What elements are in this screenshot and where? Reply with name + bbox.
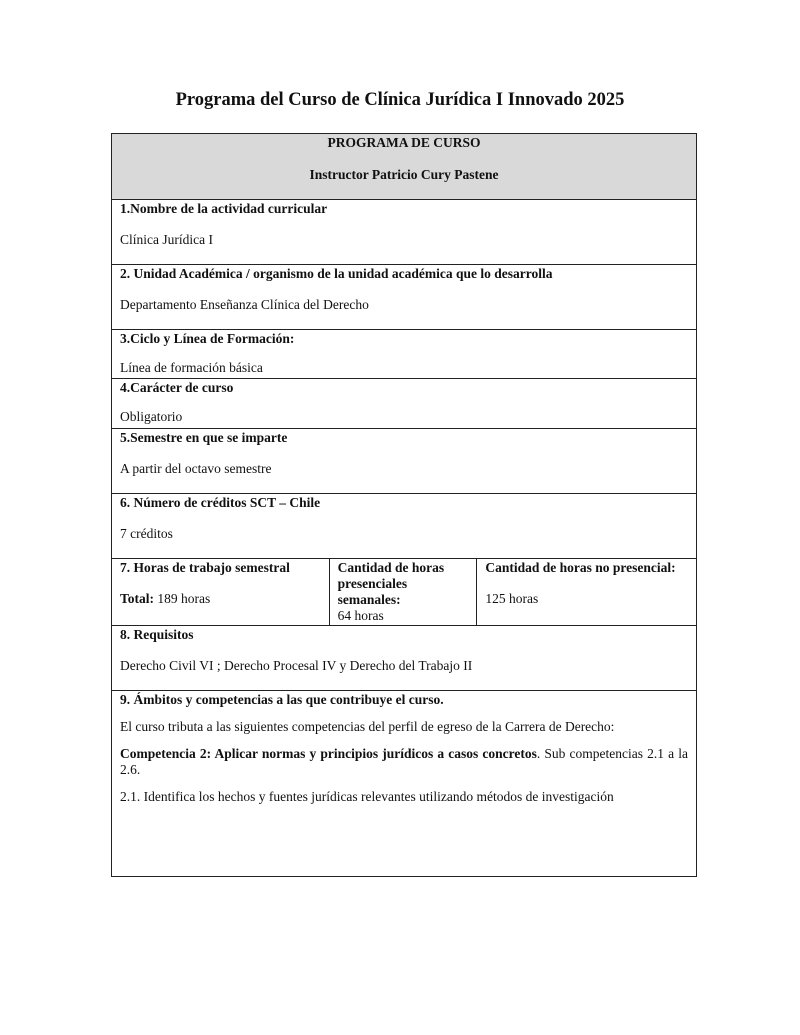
hours-presencial-value: 64 horas — [337, 608, 384, 623]
hours-total-line — [120, 576, 321, 607]
section-1-label: 1.Nombre de la actividad curricular — [120, 201, 328, 216]
section-5-label: 5.Semestre en que se imparte — [120, 430, 288, 445]
competencia-2-rest: . Sub competencias 2.1 a la 2.6. — [120, 746, 688, 777]
section-6 — [112, 494, 697, 559]
section-8-label: 8. Requisitos — [120, 627, 194, 642]
section-2-label: 2. Unidad Académica / organismo de la unidad académica que lo desarrolla — [120, 266, 553, 281]
table-header — [112, 134, 697, 200]
section-9-label: 9. Ámbitos y competencias a las que contribuye el curso. — [120, 692, 444, 707]
hours-total-cell — [112, 559, 330, 626]
document-title: Programa del Curso de Clínica Jurídica I Innovado 2025 — [175, 90, 625, 110]
hours-no-presencial-label: Cantidad de horas no presencial: — [485, 560, 676, 575]
section-2 — [112, 265, 697, 330]
section-9-item-2-1: 2.1. Identifica los hechos y fuentes jurídicas relevantes utilizando métodos de investigación — [120, 789, 614, 804]
hours-total-label: 7. Horas de trabajo semestral — [120, 560, 290, 575]
section-9 — [112, 691, 697, 877]
section-9-competencia-2 — [120, 746, 688, 778]
hours-total-prefix: Total: — [120, 591, 155, 606]
course-program-table — [111, 133, 697, 877]
hours-presencial-cell — [329, 559, 477, 626]
section-3-label: 3.Ciclo y Línea de Formación: — [120, 331, 295, 346]
section-4-value: Obligatorio — [120, 409, 183, 424]
hours-no-presencial-value: 125 horas — [485, 591, 539, 606]
section-8 — [112, 626, 697, 691]
section-1-value: Clínica Jurídica I — [120, 232, 213, 247]
section-5-value: A partir del octavo semestre — [120, 461, 272, 476]
section-3 — [112, 330, 697, 379]
hours-no-presencial-cell — [477, 559, 697, 626]
section-6-value: 7 créditos — [120, 526, 173, 541]
hours-total-value: 189 horas — [157, 591, 211, 606]
section-9-intro: El curso tributa a las siguientes competencias del perfil de egreso de la Carrera de Derecho: — [120, 719, 615, 734]
competencia-2-title: Competencia 2: Aplicar normas y principios jurídicos a casos concretos — [120, 746, 537, 761]
header-title: PROGRAMA DE CURSO — [327, 135, 481, 150]
section-2-value: Departamento Enseñanza Clínica del Derecho — [120, 297, 369, 312]
section-4-label: 4.Carácter de curso — [120, 380, 234, 395]
section-4 — [112, 379, 697, 429]
section-5 — [112, 429, 697, 494]
section-6-label: 6. Número de créditos SCT – Chile — [120, 495, 321, 510]
hours-presencial-label: Cantidad de horas presenciales semanales: — [337, 560, 445, 607]
header-instructor: Instructor Patricio Cury Pastene — [309, 167, 499, 182]
section-8-value: Derecho Civil VI ; Derecho Procesal IV y Derecho del Trabajo II — [120, 658, 473, 673]
section-1 — [112, 200, 697, 265]
section-3-value: Línea de formación básica — [120, 360, 263, 375]
